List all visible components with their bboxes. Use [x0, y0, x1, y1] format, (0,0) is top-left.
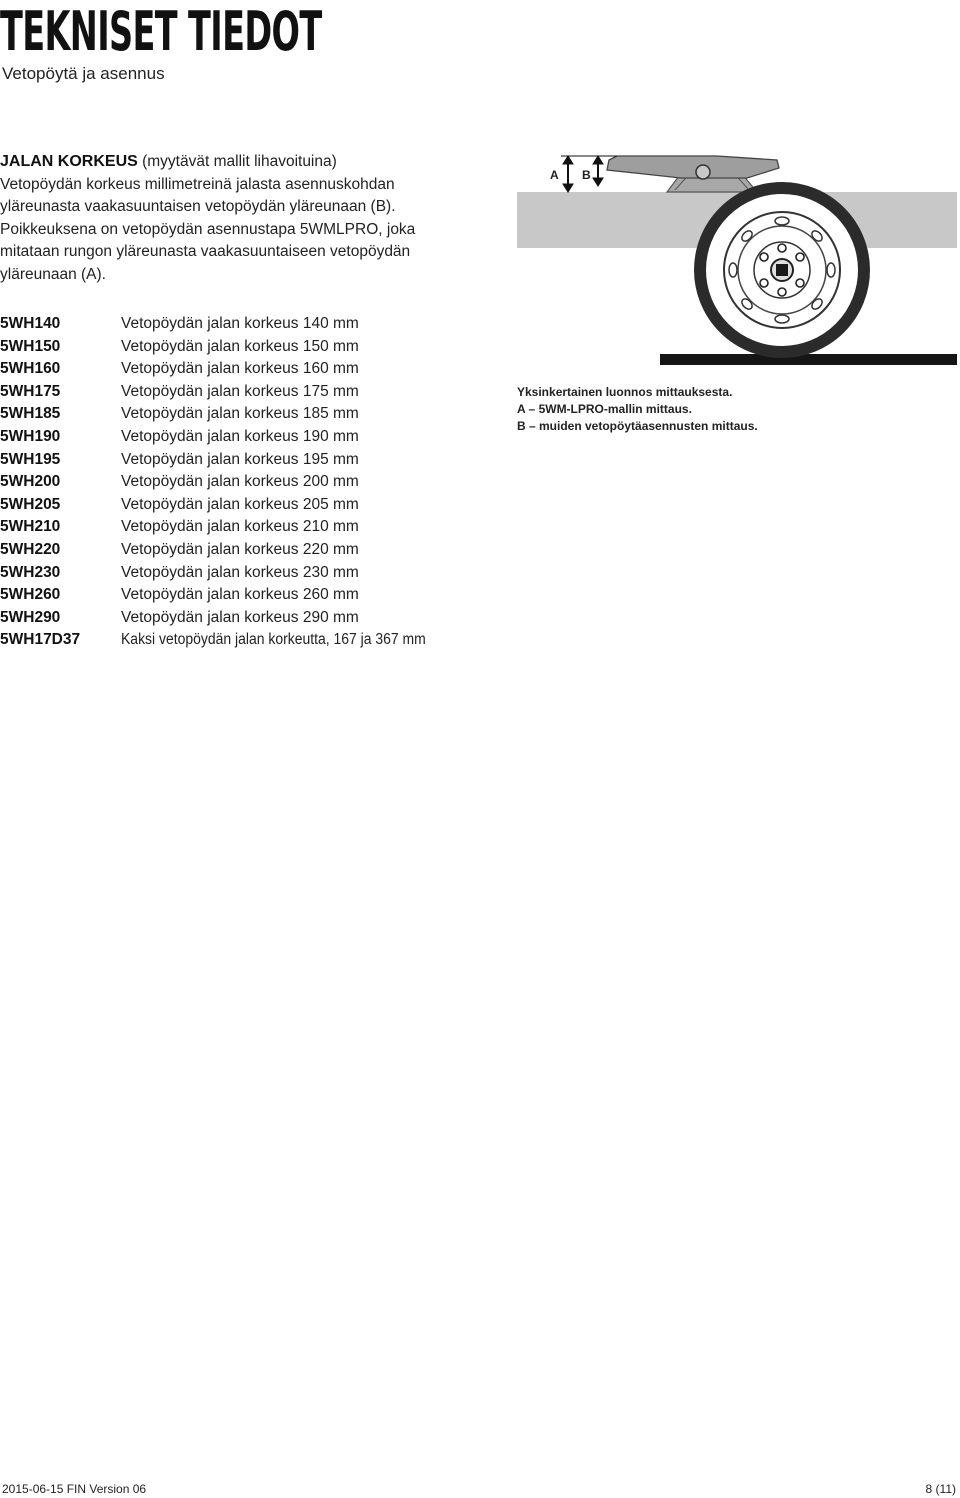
- model-code: 5WH230: [0, 563, 61, 581]
- model-code: 5WH160: [0, 360, 61, 378]
- model-code: 5WH260: [0, 586, 61, 604]
- model-code: 5WH140: [0, 315, 61, 332]
- arrow-head: [593, 178, 603, 186]
- caption-line: Yksinkertainen luonnos mittauksesta.: [517, 385, 733, 399]
- model-description: Vetopöydän jalan korkeus 175 mm: [121, 382, 359, 400]
- model-description: Vetopöydän jalan korkeus 195 mm: [121, 450, 359, 468]
- wheel-nut: [778, 244, 786, 252]
- model-row: [0, 584, 460, 607]
- model-description: Vetopöydän jalan korkeus 205 mm: [121, 495, 359, 513]
- model-code: 5WH185: [0, 405, 61, 423]
- model-description: Kaksi vetopöydän jalan korkeutta, 167 ja 367 mm: [121, 631, 426, 649]
- wheel-nut: [760, 253, 768, 261]
- model-list: [0, 313, 460, 652]
- model-description: Vetopöydän jalan korkeus 260 mm: [121, 586, 359, 604]
- model-code: 5WH150: [0, 337, 61, 355]
- arrow-head: [593, 156, 603, 164]
- model-row: [0, 358, 460, 381]
- model-code: 5WH290: [0, 608, 61, 626]
- footer-page-number: 8 (11): [925, 1482, 956, 1496]
- model-row: [0, 313, 460, 336]
- model-description: Vetopöydän jalan korkeus 140 mm: [121, 315, 359, 332]
- model-code: 5WH205: [0, 495, 61, 513]
- model-row: [0, 471, 460, 494]
- model-row: [0, 403, 460, 426]
- model-row: [0, 426, 460, 449]
- model-code: 5WH17D37: [0, 631, 81, 649]
- model-code: 5WH210: [0, 518, 61, 536]
- dimension-arrow-a: [563, 156, 573, 192]
- model-description: Vetopöydän jalan korkeus 150 mm: [121, 337, 359, 355]
- label-a: A: [550, 168, 559, 182]
- model-description: Vetopöydän jalan korkeus 200 mm: [121, 473, 359, 491]
- model-row: [0, 562, 460, 585]
- wheel-nut: [796, 253, 804, 261]
- intro-section: [0, 151, 470, 287]
- caption-line: B – muiden vetopöytäasennusten mittaus.: [517, 419, 758, 433]
- intro-text: Vetopöydän korkeus millimetreinä jalasta asennuskohdan yläreunasta vaakasuuntaisen vetopöydän yläreunaan (B). Poikkeuksena on vetopöydän asennustapa 5WMLPRO, joka mitataan rungon yläreunasta vaakasuuntaiseen vetopöydän yläreunaan (A).: [0, 175, 416, 283]
- model-description: Vetopöydän jalan korkeus 185 mm: [121, 405, 359, 423]
- model-description: Vetopöydän jalan korkeus 290 mm: [121, 608, 359, 626]
- page-title: TEKNISET TIEDOT: [0, 0, 322, 63]
- wheel-nut: [778, 288, 786, 296]
- footer-version: 2015-06-15 FIN Version 06: [2, 1482, 147, 1496]
- wheel-nut: [760, 279, 768, 287]
- model-code: 5WH200: [0, 473, 61, 491]
- model-row: [0, 607, 460, 630]
- model-row: [0, 539, 460, 562]
- model-row: [0, 381, 460, 404]
- model-row: [0, 336, 460, 359]
- model-description: Vetopöydän jalan korkeus 160 mm: [121, 360, 359, 378]
- model-description: Vetopöydän jalan korkeus 230 mm: [121, 563, 359, 581]
- fifth-wheel-diagram: [517, 150, 957, 365]
- dimension-arrow-b: [593, 156, 603, 186]
- model-code: 5WH195: [0, 450, 61, 468]
- section-heading: JALAN KORKEUS: [0, 153, 138, 170]
- model-row: [0, 494, 460, 517]
- model-row: [0, 449, 460, 472]
- model-row: [0, 629, 460, 652]
- model-code: 5WH220: [0, 540, 61, 558]
- model-description: Vetopöydän jalan korkeus 210 mm: [121, 518, 359, 536]
- axle-center: [776, 264, 788, 276]
- fifth-wheel-plate: [607, 156, 779, 178]
- wheel-nut: [796, 279, 804, 287]
- arrow-head: [563, 184, 573, 192]
- king-pin-hole: [696, 165, 710, 179]
- model-description: Vetopöydän jalan korkeus 220 mm: [121, 540, 359, 558]
- model-row: [0, 516, 460, 539]
- model-description: Vetopöydän jalan korkeus 190 mm: [121, 427, 359, 445]
- caption-line: A – 5WM-LPRO-mallin mittaus.: [517, 402, 692, 416]
- ground-line: [660, 354, 957, 365]
- heading-note: (myytävät mallit lihavoituina): [142, 153, 337, 170]
- figure-caption: [517, 384, 758, 435]
- label-b: B: [582, 168, 591, 182]
- page-subtitle: Vetopöytä ja asennus: [2, 64, 165, 83]
- arrow-head: [563, 156, 573, 164]
- model-code: 5WH190: [0, 427, 61, 445]
- model-code: 5WH175: [0, 382, 61, 400]
